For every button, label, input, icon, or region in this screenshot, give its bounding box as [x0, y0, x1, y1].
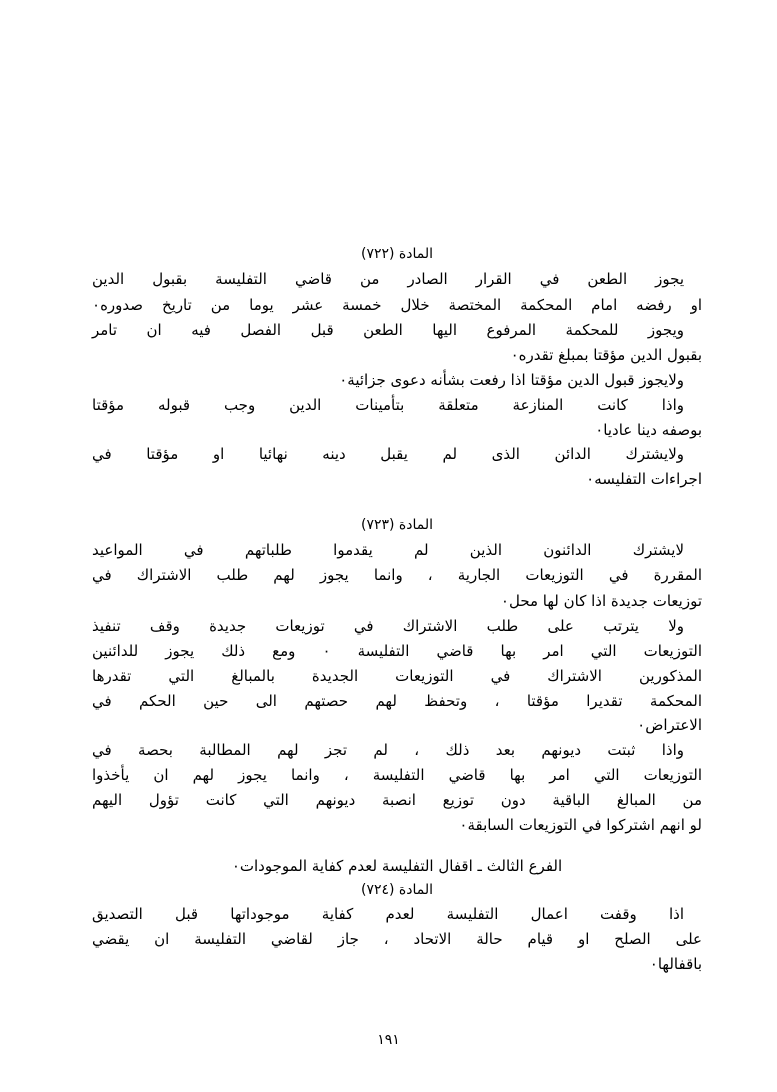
article-722-line-6: واذا كانت المنازعة متعلقة بتأمينات الدين وجب قبوله مؤقتا [92, 396, 684, 414]
article-723-line-5: التوزيعات التي امر بها قاضي التفليسة ٠ ومع ذلك يجوز للدائنين [92, 642, 702, 660]
article-722-line-9: اجراءات التفليسه٠ [586, 470, 702, 488]
article-723-line-6: المذكورين الاشتراك في التوزيعات الجديدة بالمبالغ التي تقدرها [92, 667, 702, 685]
article-723-line-12: لو انهم اشتركوا في التوزيعات السابقة٠ [459, 816, 702, 834]
article-724-heading: المادة (٧٢٤) [360, 882, 434, 898]
page-number: ١٩١ [377, 1032, 400, 1048]
article-722-line-7: بوصفه دينا عاديا٠ [595, 421, 702, 439]
article-724-line-3: باقفالها٠ [649, 955, 702, 973]
article-723-line-4: ولا يترتب على طلب الاشتراك في توزيعات جديدة وقف تنفيذ [92, 617, 684, 635]
article-723-line-1: لايشترك الدائنون الذين لم يقدموا طلباتهم في المواعيد [92, 541, 684, 559]
article-724-line-2: على الصلح او قيام حالة الاتحاد ، جاز لقاضي التفليسة ان يقضي [92, 930, 702, 948]
section-3-title: الفرع الثالث ـ اقفال التفليسة لعدم كفاية الموجودات٠ [231, 857, 563, 875]
article-723-heading: المادة (٧٢٣) [360, 517, 434, 533]
article-723-line-2: المقررة في التوزيعات الجارية ، وانما يجوز لهم طلب الاشتراك في [92, 566, 702, 584]
article-723-line-3: توزيعات جديدة اذا كان لها محل٠ [500, 592, 702, 610]
article-722-line-1: يجوز الطعن في القرار الصادر من قاضي التفليسة بقبول الدين [92, 270, 684, 288]
article-724-line-1: اذا وقفت اعمال التفليسة لعدم كفاية موجوداتها قبل التصديق [92, 905, 684, 923]
article-722-line-4: بقبول الدين مؤقتا بمبلغ تقدره٠ [510, 346, 702, 364]
article-722-line-2: او رفضه امام المحكمة المختصة خلال خمسة عشر يوما من تاريخ صدوره٠ [92, 296, 702, 314]
article-722-heading: المادة (٧٢٢) [360, 246, 434, 262]
article-722-line-5: ولايجوز قبول الدين مؤقتا اذا رفعت بشأنه دعوى جزائية٠ [339, 371, 684, 389]
article-723-line-10: التوزيعات التي امر بها قاضي التفليسة ، وانما يجوز لهم ان يأخذوا [92, 766, 702, 784]
article-722-line-8: ولايشترك الدائن الذى لم يقبل دينه نهائيا او مؤقتا في [92, 445, 684, 463]
article-723-line-8: الاعتراض٠ [637, 716, 702, 734]
article-722-line-3: ويجوز للمحكمة المرفوع اليها الطعن قبل الفصل فيه ان تامر [92, 321, 684, 339]
article-723-line-9: واذا ثبتت ديونهم بعد ذلك ، لم تجز لهم المطالبة بحصة في [92, 741, 684, 759]
article-723-line-7: المحكمة تقديرا مؤقتا ، وتحفظ لهم حصتهم الى حين الحكم في [92, 692, 702, 710]
article-723-line-11: من المبالغ الباقية دون توزيع انصبة ديونهم التي كانت تؤول اليهم [92, 791, 702, 809]
